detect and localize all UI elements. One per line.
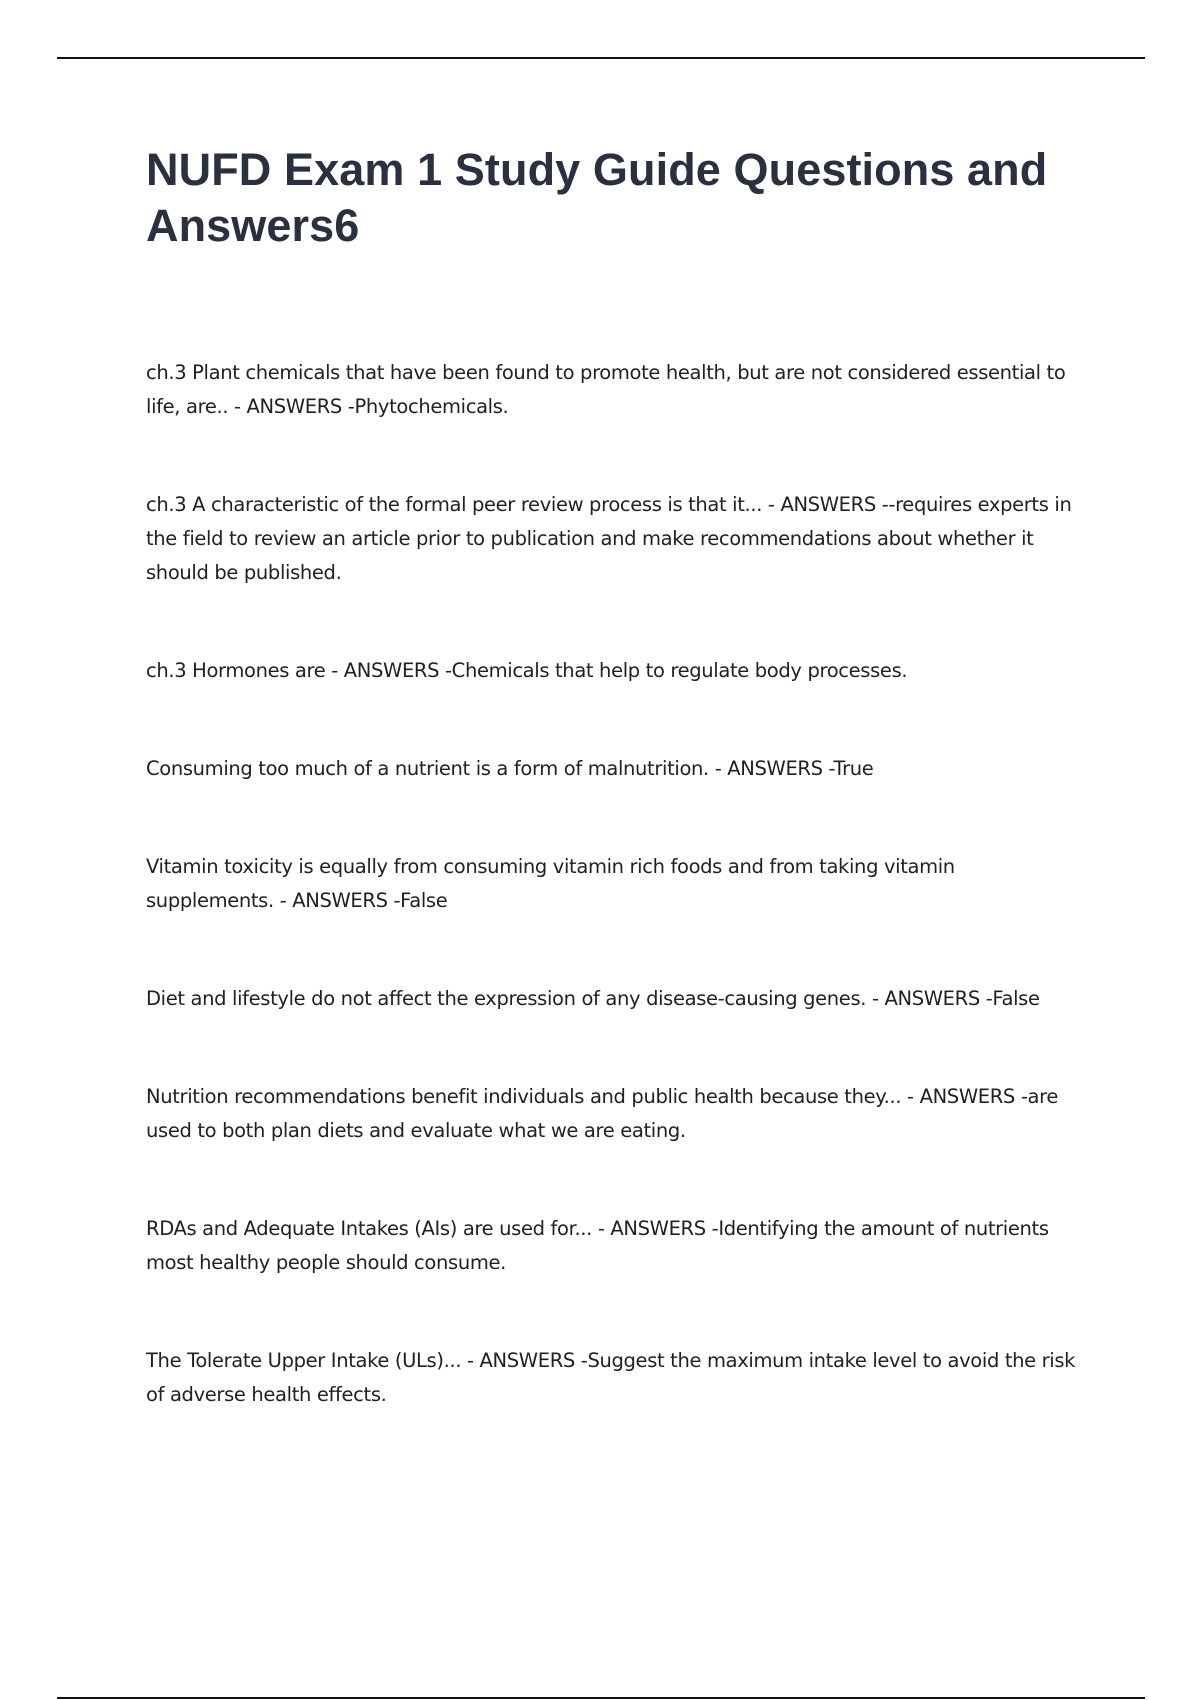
qa-item-7: Nutrition recommendations benefit individuals and public health because they... - ANSWERS -are used to both plan diets and evaluate what we are eating. [146,1085,1058,1142]
qa-item-2: ch.3 A characteristic of the formal peer review process is that it... - ANSWERS --requires experts in the field to review an article prior to publication and make recommendations about whether it should be published. [146,493,1072,584]
document-title: NUFD Exam 1 Study Guide Questions and Answers6 [146,144,1048,251]
qa-item-1: ch.3 Plant chemicals that have been found to promote health, but are not considered essential to life, are.. - ANSWERS -Phytochemicals. [146,361,1066,418]
qa-list [146,356,1086,1412]
top-rule [57,57,1145,59]
document-body [146,142,1086,1412]
bottom-rule [57,1697,1145,1699]
qa-item-6: Diet and lifestyle do not affect the expression of any disease-causing genes. - ANSWERS -False [146,987,1040,1010]
qa-item-9: The Tolerate Upper Intake (ULs)... - ANSWERS -Suggest the maximum intake level to avoid the risk of adverse health effects. [146,1349,1076,1406]
qa-item-5: Vitamin toxicity is equally from consuming vitamin rich foods and from taking vitamin supplements. - ANSWERS -False [146,855,955,912]
qa-item-3: ch.3 Hormones are - ANSWERS -Chemicals that help to regulate body processes. [146,659,908,682]
qa-item-4: Consuming too much of a nutrient is a form of malnutrition. - ANSWERS -True [146,757,874,780]
qa-item-8: RDAs and Adequate Intakes (AIs) are used for... - ANSWERS -Identifying the amount of nutrients most healthy people should consume. [146,1217,1049,1274]
